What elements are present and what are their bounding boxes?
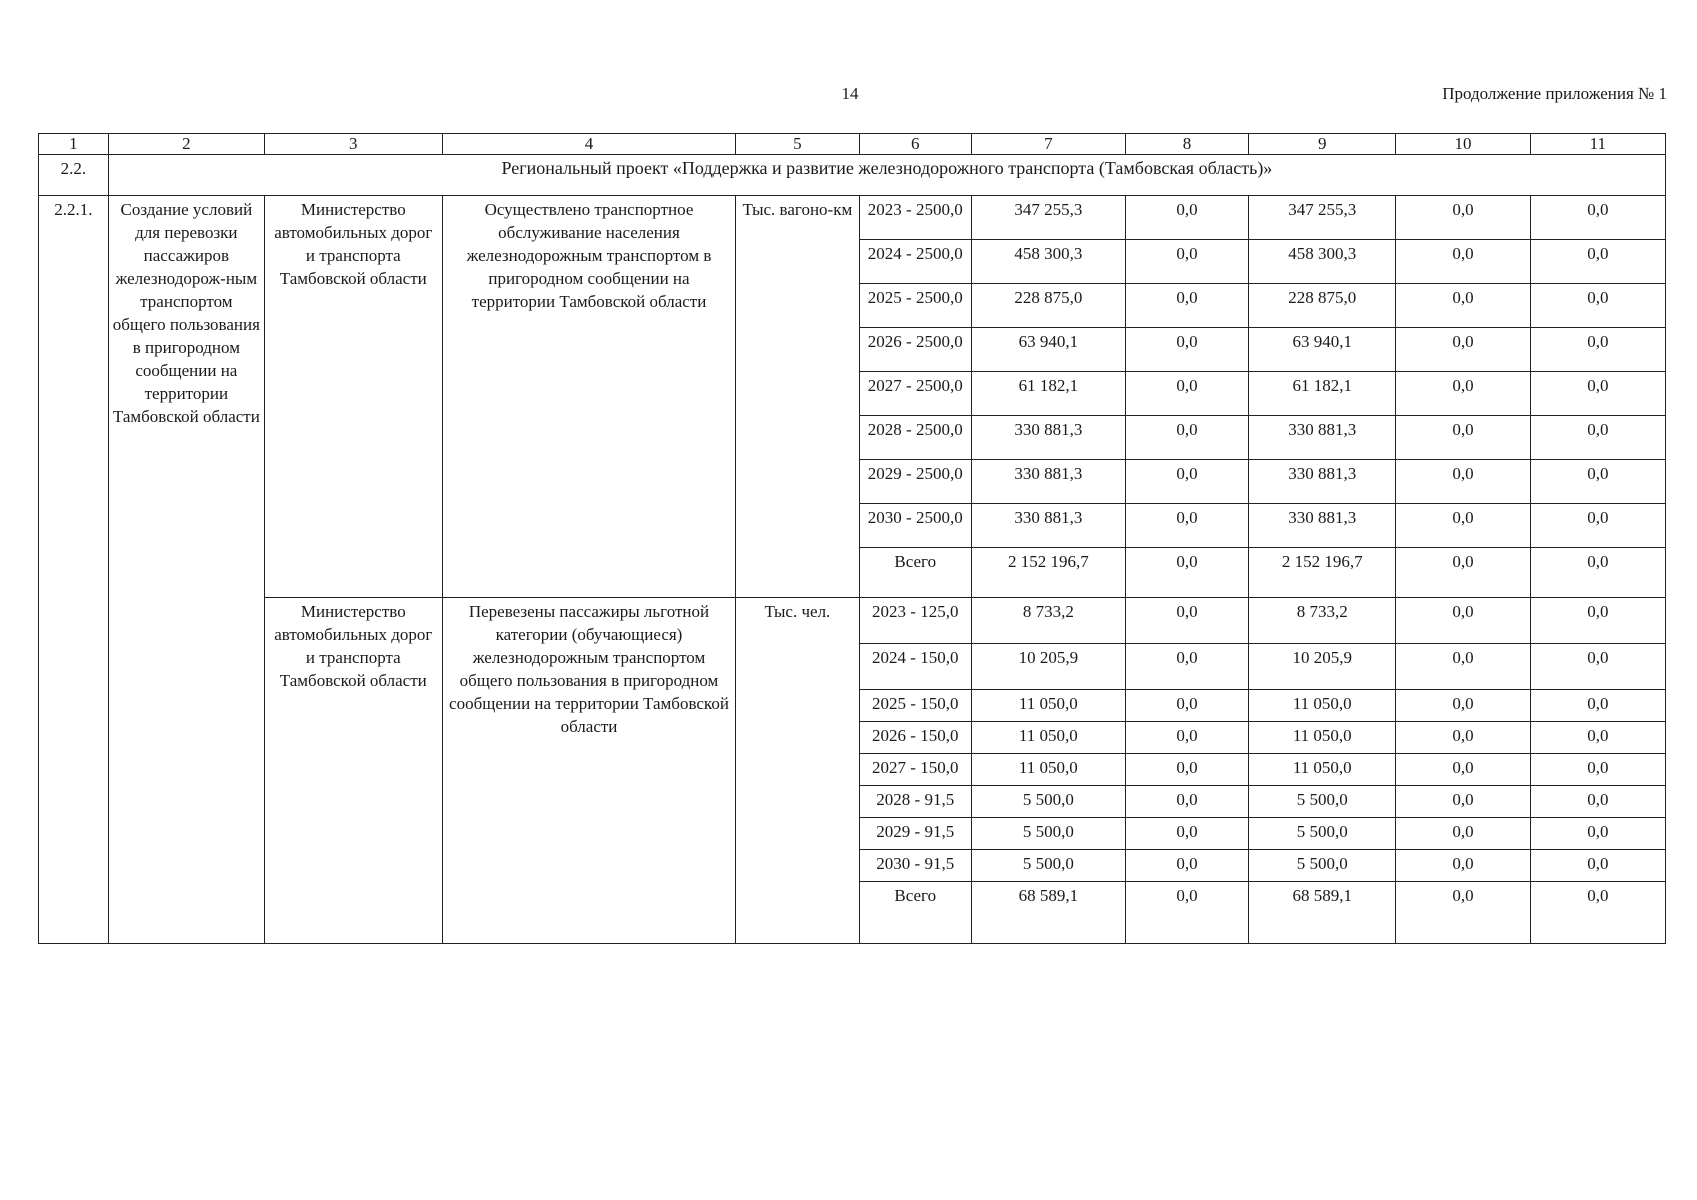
value-cell-c8: 0,0 (1125, 284, 1248, 328)
value-cell-c6: 2025 - 150,0 (859, 690, 971, 722)
value-cell-c6: 2027 - 150,0 (859, 754, 971, 786)
value-cell-c11: 0,0 (1530, 284, 1665, 328)
value-cell-c6: Всего (859, 548, 971, 598)
value-cell-c8: 0,0 (1125, 690, 1248, 722)
value-cell-c9: 458 300,3 (1249, 240, 1396, 284)
value-cell-c6: 2030 - 2500,0 (859, 504, 971, 548)
value-cell-c10: 0,0 (1396, 722, 1530, 754)
value-cell-c10: 0,0 (1396, 786, 1530, 818)
value-cell-c8: 0,0 (1125, 328, 1248, 372)
column-number: 9 (1249, 134, 1396, 155)
value-cell-c7: 330 881,3 (971, 416, 1125, 460)
value-cell-c7: 347 255,3 (971, 196, 1125, 240)
value-cell-c7: 5 500,0 (971, 850, 1125, 882)
value-cell-c7: 8 733,2 (971, 598, 1125, 644)
value-cell-c11: 0,0 (1530, 372, 1665, 416)
value-cell-c7: 10 205,9 (971, 644, 1125, 690)
value-cell-c9: 63 940,1 (1249, 328, 1396, 372)
value-cell-c9: 11 050,0 (1249, 754, 1396, 786)
value-cell-c9: 330 881,3 (1249, 460, 1396, 504)
value-cell-c8: 0,0 (1125, 372, 1248, 416)
value-cell-c11: 0,0 (1530, 722, 1665, 754)
value-cell-c10: 0,0 (1396, 882, 1530, 944)
value-cell-c9: 5 500,0 (1249, 786, 1396, 818)
financing-table (38, 133, 1666, 944)
value-cell-c7: 11 050,0 (971, 722, 1125, 754)
value-cell-c11: 0,0 (1530, 240, 1665, 284)
value-cell-c11: 0,0 (1530, 644, 1665, 690)
value-cell-c7: 5 500,0 (971, 818, 1125, 850)
value-cell-c8: 0,0 (1125, 196, 1248, 240)
value-cell-c7: 11 050,0 (971, 690, 1125, 722)
value-cell-c10: 0,0 (1396, 850, 1530, 882)
table-row (39, 196, 1666, 240)
value-cell-c7: 458 300,3 (971, 240, 1125, 284)
column-number: 1 (39, 134, 109, 155)
value-cell-c11: 0,0 (1530, 328, 1665, 372)
value-cell-c10: 0,0 (1396, 416, 1530, 460)
value-cell-c8: 0,0 (1125, 786, 1248, 818)
value-cell-c10: 0,0 (1396, 240, 1530, 284)
value-cell-c8: 0,0 (1125, 416, 1248, 460)
unit-cell: Тыс. вагоно-км (736, 196, 859, 598)
value-cell-c8: 0,0 (1125, 754, 1248, 786)
value-cell-c9: 11 050,0 (1249, 690, 1396, 722)
column-number: 2 (108, 134, 264, 155)
value-cell-c9: 11 050,0 (1249, 722, 1396, 754)
value-cell-c6: 2025 - 2500,0 (859, 284, 971, 328)
value-cell-c11: 0,0 (1530, 882, 1665, 944)
value-cell-c8: 0,0 (1125, 644, 1248, 690)
item-number: 2.2.1. (39, 196, 109, 944)
value-cell-c11: 0,0 (1530, 754, 1665, 786)
value-cell-c6: 2029 - 91,5 (859, 818, 971, 850)
result-cell: Осуществлено транспортное обслуживание населения железнодорожным транспортом в пригородном сообщении на территории Тамбовской области (442, 196, 736, 598)
value-cell-c7: 5 500,0 (971, 786, 1125, 818)
column-number: 10 (1396, 134, 1530, 155)
value-cell-c8: 0,0 (1125, 818, 1248, 850)
executor-cell: Министерство автомобильных дорог и транспорта Тамбовской области (264, 598, 442, 944)
value-cell-c7: 68 589,1 (971, 882, 1125, 944)
value-cell-c6: 2026 - 150,0 (859, 722, 971, 754)
value-cell-c10: 0,0 (1396, 754, 1530, 786)
value-cell-c11: 0,0 (1530, 818, 1665, 850)
value-cell-c9: 8 733,2 (1249, 598, 1396, 644)
value-cell-c6: 2024 - 2500,0 (859, 240, 971, 284)
value-cell-c7: 63 940,1 (971, 328, 1125, 372)
column-number-row (39, 134, 1666, 155)
project-row (39, 155, 1666, 196)
result-cell: Перевезены пассажиры льготной категории (обучающиеся) железнодорожным транспортом общего пользования в пригородном сообщении на территории Тамбовской области (442, 598, 736, 944)
value-cell-c10: 0,0 (1396, 284, 1530, 328)
column-number: 4 (442, 134, 736, 155)
value-cell-c6: 2027 - 2500,0 (859, 372, 971, 416)
value-cell-c8: 0,0 (1125, 240, 1248, 284)
value-cell-c6: 2028 - 2500,0 (859, 416, 971, 460)
page-number: 14 (841, 84, 859, 103)
column-number: 7 (971, 134, 1125, 155)
value-cell-c11: 0,0 (1530, 598, 1665, 644)
value-cell-c10: 0,0 (1396, 644, 1530, 690)
value-cell-c10: 0,0 (1396, 460, 1530, 504)
value-cell-c9: 330 881,3 (1249, 504, 1396, 548)
appendix-continuation-label: Продолжение приложения № 1 (1442, 84, 1667, 103)
value-cell-c7: 61 182,1 (971, 372, 1125, 416)
value-cell-c9: 330 881,3 (1249, 416, 1396, 460)
value-cell-c6: 2028 - 91,5 (859, 786, 971, 818)
value-cell-c11: 0,0 (1530, 548, 1665, 598)
value-cell-c11: 0,0 (1530, 504, 1665, 548)
value-cell-c9: 10 205,9 (1249, 644, 1396, 690)
value-cell-c7: 2 152 196,7 (971, 548, 1125, 598)
executor-cell: Министерство автомобильных дорог и транспорта Тамбовской области (264, 196, 442, 598)
item-name: Создание условий для перевозки пассажиров железнодорож-ным транспортом общего пользования в пригородном сообщении на территории Тамбовской области (108, 196, 264, 944)
value-cell-c6: 2023 - 2500,0 (859, 196, 971, 240)
value-cell-c9: 2 152 196,7 (1249, 548, 1396, 598)
value-cell-c10: 0,0 (1396, 548, 1530, 598)
value-cell-c8: 0,0 (1125, 598, 1248, 644)
value-cell-c6: 2026 - 2500,0 (859, 328, 971, 372)
column-number: 11 (1530, 134, 1665, 155)
value-cell-c7: 330 881,3 (971, 460, 1125, 504)
value-cell-c6: 2024 - 150,0 (859, 644, 971, 690)
value-cell-c10: 0,0 (1396, 504, 1530, 548)
value-cell-c10: 0,0 (1396, 690, 1530, 722)
column-number: 8 (1125, 134, 1248, 155)
value-cell-c11: 0,0 (1530, 850, 1665, 882)
unit-cell: Тыс. чел. (736, 598, 859, 944)
project-number: 2.2. (39, 155, 109, 196)
value-cell-c11: 0,0 (1530, 460, 1665, 504)
value-cell-c8: 0,0 (1125, 850, 1248, 882)
value-cell-c9: 61 182,1 (1249, 372, 1396, 416)
value-cell-c6: 2030 - 91,5 (859, 850, 971, 882)
value-cell-c7: 11 050,0 (971, 754, 1125, 786)
value-cell-c11: 0,0 (1530, 690, 1665, 722)
value-cell-c10: 0,0 (1396, 818, 1530, 850)
value-cell-c11: 0,0 (1530, 786, 1665, 818)
value-cell-c6: 2029 - 2500,0 (859, 460, 971, 504)
value-cell-c9: 228 875,0 (1249, 284, 1396, 328)
value-cell-c8: 0,0 (1125, 882, 1248, 944)
value-cell-c6: 2023 - 125,0 (859, 598, 971, 644)
value-cell-c10: 0,0 (1396, 196, 1530, 240)
value-cell-c8: 0,0 (1125, 722, 1248, 754)
column-number: 6 (859, 134, 971, 155)
value-cell-c9: 68 589,1 (1249, 882, 1396, 944)
value-cell-c9: 5 500,0 (1249, 818, 1396, 850)
value-cell-c8: 0,0 (1125, 504, 1248, 548)
value-cell-c8: 0,0 (1125, 548, 1248, 598)
value-cell-c8: 0,0 (1125, 460, 1248, 504)
value-cell-c7: 330 881,3 (971, 504, 1125, 548)
value-cell-c6: Всего (859, 882, 971, 944)
value-cell-c10: 0,0 (1396, 598, 1530, 644)
value-cell-c7: 228 875,0 (971, 284, 1125, 328)
column-number: 3 (264, 134, 442, 155)
value-cell-c10: 0,0 (1396, 328, 1530, 372)
project-title: Региональный проект «Поддержка и развитие железнодорожного транспорта (Тамбовская область)» (108, 155, 1665, 196)
table-row (39, 598, 1666, 644)
value-cell-c9: 5 500,0 (1249, 850, 1396, 882)
column-number: 5 (736, 134, 859, 155)
value-cell-c11: 0,0 (1530, 416, 1665, 460)
value-cell-c10: 0,0 (1396, 372, 1530, 416)
value-cell-c11: 0,0 (1530, 196, 1665, 240)
value-cell-c9: 347 255,3 (1249, 196, 1396, 240)
